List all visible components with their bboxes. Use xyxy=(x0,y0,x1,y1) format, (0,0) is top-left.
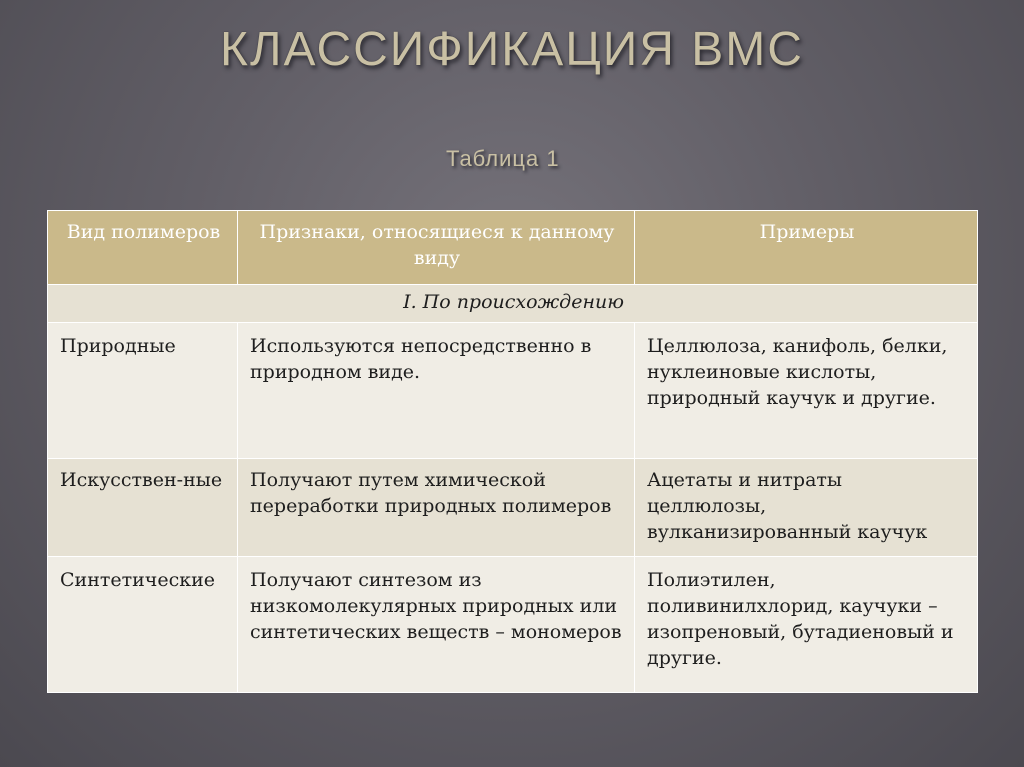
section-heading: I. По происхождению xyxy=(48,285,978,323)
table-row xyxy=(48,323,978,459)
column-header-type: Вид полимеров xyxy=(48,211,238,285)
table-row xyxy=(48,557,978,693)
cell-features: Получают синтезом из низкомолекулярных природных или синтетических веществ – мономеров xyxy=(238,557,635,693)
cell-type: Синтетические xyxy=(48,557,238,693)
cell-features: Используются непосредственно в природном виде. xyxy=(238,323,635,459)
cell-type: Природные xyxy=(48,323,238,459)
cell-examples: Ацетаты и нитраты целлюлозы, вулканизированный каучук xyxy=(635,459,978,557)
column-header-examples: Примеры xyxy=(635,211,978,285)
table-header-row xyxy=(48,211,978,285)
cell-examples: Целлюлоза, канифоль, белки, нуклеиновые кислоты, природный каучук и другие. xyxy=(635,323,978,459)
slide-subtitle: Таблица 1 xyxy=(446,146,560,171)
column-header-features: Признаки, относящиеся к данному виду xyxy=(238,211,635,285)
section-row xyxy=(48,285,978,323)
table-row xyxy=(48,459,978,557)
classification-table xyxy=(47,210,978,693)
cell-features: Получают путем химической переработки природных полимеров xyxy=(238,459,635,557)
slide-title: КЛАССИФИКАЦИЯ ВМС xyxy=(220,23,804,76)
cell-type: Искусствен-ные xyxy=(48,459,238,557)
cell-examples: Полиэтилен, поливинилхлорид, каучуки – изопреновый, бутадиеновый и другие. xyxy=(635,557,978,693)
